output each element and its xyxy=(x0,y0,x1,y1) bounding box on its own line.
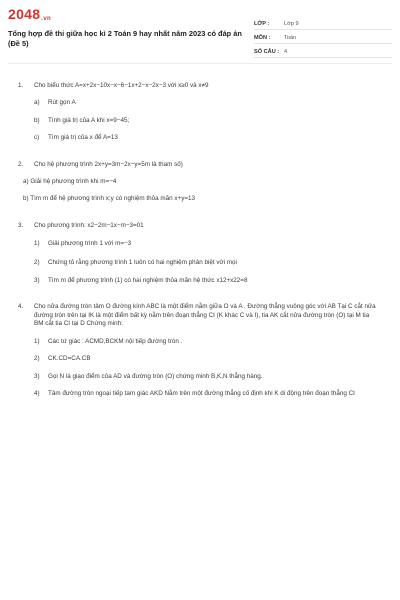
question-1 xyxy=(18,82,380,143)
document-title: Tổng hợp đề thi giữa học kì 2 Toán 9 hay nhất năm 2023 có đáp án (Đề 5) xyxy=(8,29,242,48)
question-number: 3. xyxy=(18,221,24,229)
meta-row-subject xyxy=(254,32,392,44)
sub-question xyxy=(34,240,380,248)
sub-text: Tính giá trị của A khi x=9−45; xyxy=(48,116,130,124)
meta-value: Toán xyxy=(284,34,297,41)
question-stem xyxy=(18,222,380,230)
question-text: Cho biểu thức A=x+2x−10x−x−6−1x+2−x−2x−3 với x≥0 và x≠9 xyxy=(34,82,209,89)
sub-question xyxy=(23,195,380,203)
meta-label: LỚP : xyxy=(254,20,270,27)
question-number: 2. xyxy=(18,160,24,168)
sub-label: 4) xyxy=(34,389,40,397)
sub-question xyxy=(34,277,380,285)
meta-value: Lớp 9 xyxy=(284,20,299,27)
meta-label: MÔN : xyxy=(254,34,271,41)
logo-suffix: .vn xyxy=(41,16,51,22)
sub-label: 3) xyxy=(34,277,40,285)
question-4 xyxy=(18,303,380,398)
sub-label: 1) xyxy=(34,240,40,248)
sub-text: Tâm đường tròn ngoại tiếp tam giác AKD Nằm trên một đường thẳng cố định khi K di động trên đoạn thẳng CI xyxy=(48,389,355,397)
question-3 xyxy=(18,222,380,286)
sub-text: Tìm giá trị của x để A=13 xyxy=(48,134,118,142)
sub-label: 2) xyxy=(34,355,40,363)
question-text: Cho hệ phương trình 2x+y=3m−2x−y=5m là tham số) xyxy=(34,160,183,168)
meta-row-class xyxy=(254,18,392,30)
meta-row-question-count xyxy=(254,46,392,58)
sub-label: 3) xyxy=(34,372,40,380)
question-2 xyxy=(18,161,380,204)
question-number: 4. xyxy=(18,303,24,311)
logo-text: 2048 xyxy=(8,6,41,22)
sub-text: Rút gọn A xyxy=(48,99,76,107)
header-divider xyxy=(8,63,392,64)
question-text: Cho nửa đường tròn tâm O đường kính ABC là một điểm nằm giữa O và A . Đường thẳng vuông góc với AB Tại C cắt nửa đường tròn trên tại IK là một điểm bất kỳ nằm trên đoạn thẳng CI (K khác C và I), tia AK cắt nửa đường tròn (O) tại M tia BM cắt tia CI tại D Chứng minh: xyxy=(34,303,376,328)
question-stem xyxy=(18,303,380,328)
sub-text: Các tứ giác : ACMD,BCKM nội tiếp đường tròn . xyxy=(48,337,183,345)
sub-question xyxy=(34,99,380,107)
sub-text: Chứng tỏ rằng phương trình 1 luôn có hai nghiệm phân biệt với mọi xyxy=(48,258,237,266)
question-text: Cho phương trình: x2−2m−1x−m−3=01 xyxy=(34,221,144,229)
sub-text: CK.CD=CA.CB xyxy=(48,355,91,363)
sub-question xyxy=(34,259,380,267)
question-stem xyxy=(18,161,380,169)
sub-text: a) Giải hệ phương trình khi m=−4 xyxy=(23,178,117,186)
question-stem xyxy=(18,82,380,90)
meta-label: SỐ CÂU : xyxy=(254,48,280,55)
sub-text: Tìm m để phương trình (1) có hai nghiệm thỏa mãn hệ thức x12+x22=8 xyxy=(48,277,248,285)
sub-text: b) Tìm m để hệ phương trình x;y có nghiệm thỏa mãn x+y=13 xyxy=(23,195,196,203)
sub-label: b) xyxy=(34,116,40,124)
sub-label: 1) xyxy=(34,337,40,345)
site-logo[interactable] xyxy=(8,6,51,22)
sub-question xyxy=(34,117,380,125)
sub-label: a) xyxy=(34,99,40,107)
sub-question xyxy=(34,373,380,381)
sub-text: Giải phương trình 1 với m=−3 xyxy=(48,240,132,248)
sub-question xyxy=(34,355,380,363)
sub-text: Gọi N là giao điểm của AD và đường tròn (O) chứng minh B,K,N thẳng hàng. xyxy=(48,372,263,380)
sub-question xyxy=(34,338,380,346)
sub-label: c) xyxy=(34,134,40,142)
question-number: 1. xyxy=(18,82,24,89)
meta-value: 4 xyxy=(284,48,288,55)
sub-question xyxy=(34,390,380,398)
header xyxy=(8,6,392,56)
sub-label: 2) xyxy=(34,258,40,266)
question-list xyxy=(18,82,380,416)
sub-question xyxy=(34,134,380,142)
meta-table xyxy=(254,18,392,58)
sub-question xyxy=(23,178,380,186)
